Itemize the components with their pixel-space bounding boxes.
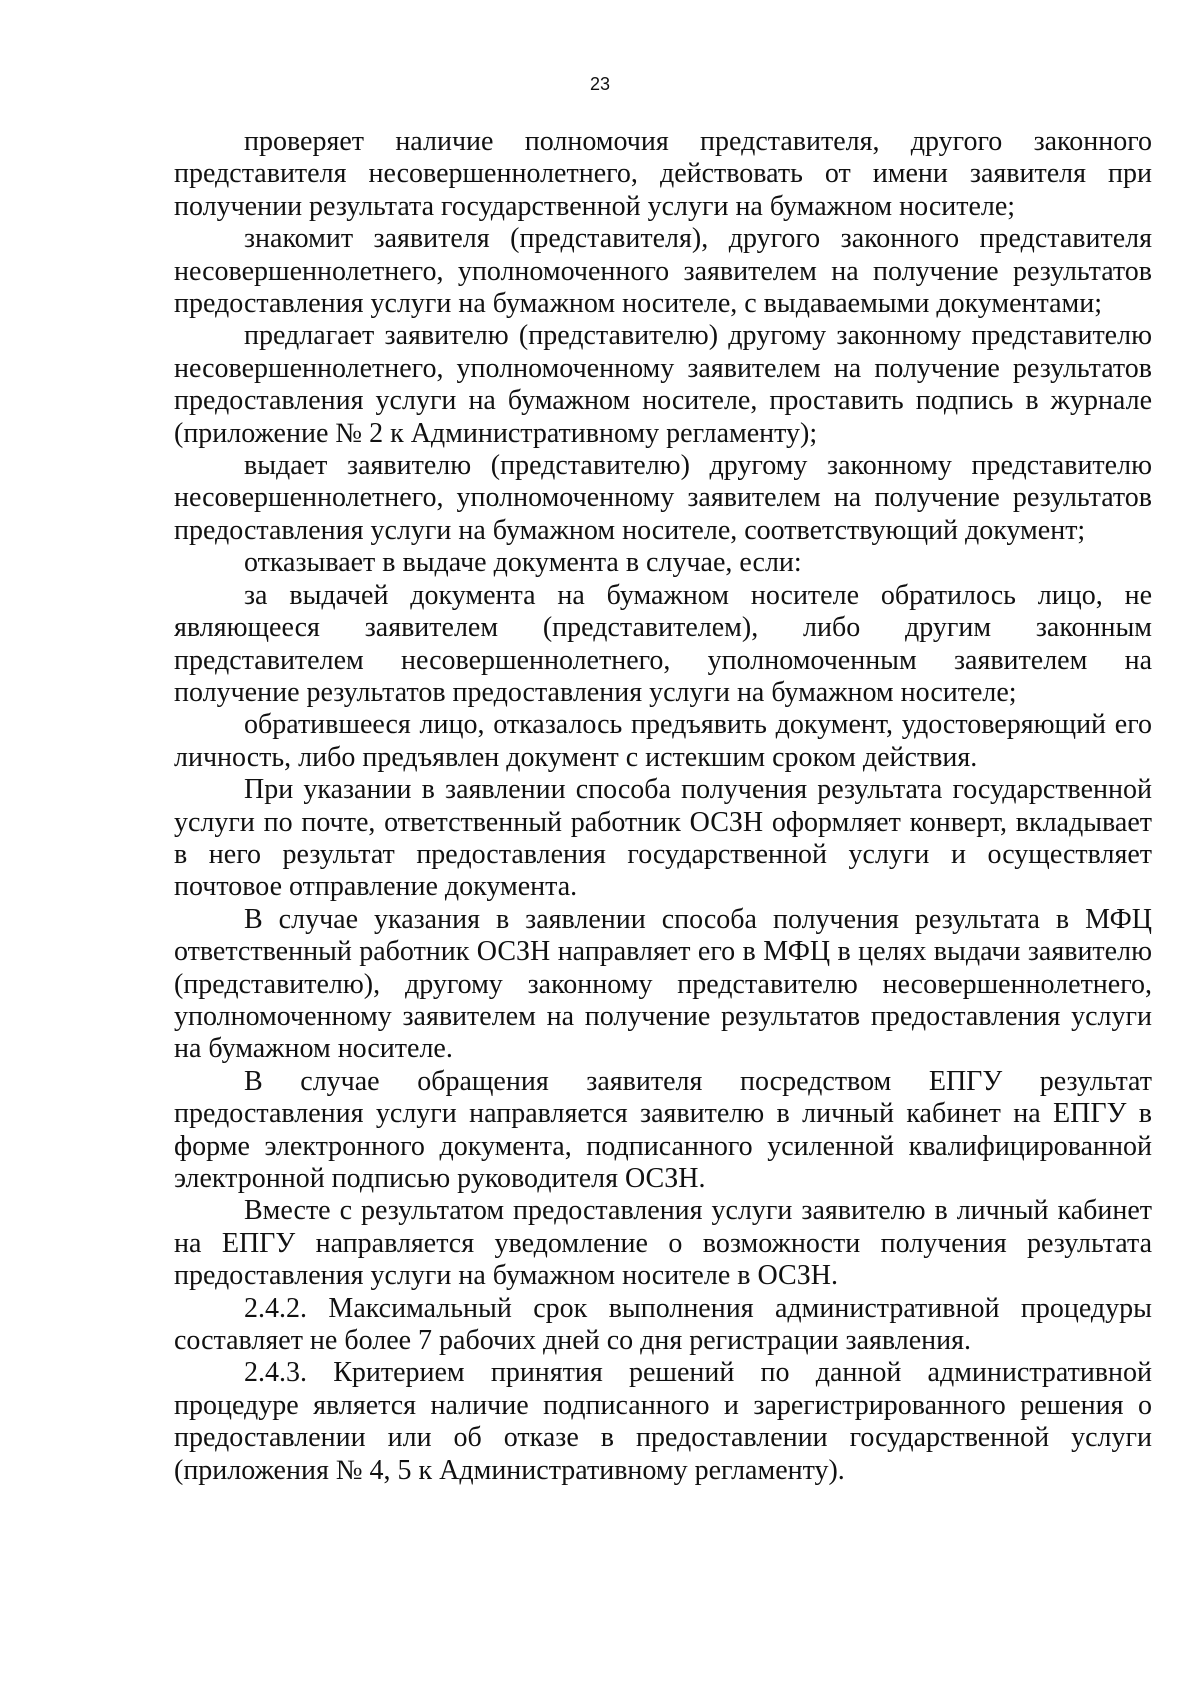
paragraph: выдает заявителю (представителю) другому законному представителю несовершеннолетнего, уполномоченному заявителем на получение результатов предоставления услуги на бумажном носителе, соответствующий документ; (174, 450, 1152, 546)
paragraph: 2.4.2. Максимальный срок выполнения административной процедуры составляет не более 7 рабочих дней со дня регистрации заявления. (174, 1292, 1152, 1357)
document-body (174, 126, 1152, 1487)
paragraph: предлагает заявителю (представителю) другому законному представителю несовершеннолетнего, уполномоченному заявителем на получение результатов предоставления услуги на бумажном носителе, проставить подпись в журнале (приложение № 2 к Административному регламенту); (174, 320, 1152, 449)
page-number: 23 (589, 74, 611, 94)
paragraph: за выдачей документа на бумажном носителе обратилось лицо, не являющееся заявителем (представителем), либо другим законным представителем несовершеннолетнего, уполномоченным заявителем на получение результатов предоставления услуги на бумажном носителе; (174, 579, 1152, 708)
paragraph: обратившееся лицо, отказалось предъявить документ, удостоверяющий его личность, либо предъявлен документ с истекшим сроком действия. (174, 709, 1152, 773)
paragraph: знакомит заявителя (представителя), другого законного представителя несовершеннолетнего, уполномоченного заявителем на получение результатов предоставления услуги на бумажном носителе, с выдаваемыми документами; (174, 223, 1152, 320)
paragraph: При указании в заявлении способа получения результата государственной услуги по почте, ответственный работник ОСЗН оформляет конверт, вкладывает в него результат предоставления государственной услуги и осуществляет почтовое отправление документа. (174, 774, 1152, 903)
paragraph: отказывает в выдаче документа в случае, если: (244, 547, 802, 579)
paragraph: проверяет наличие полномочия представителя, другого законного представителя несовершеннолетнего, действовать от имени заявителя при получении результата государственной услуги на бумажном носителе; (174, 126, 1152, 222)
paragraph: Вместе с результатом предоставления услуги заявителю в личный кабинет на ЕПГУ направляется уведомление о возможности получения результата предоставления услуги на бумажном носителе в ОСЗН. (174, 1195, 1152, 1292)
paragraph: В случае указания в заявлении способа получения результата в МФЦ ответственный работник ОСЗН направляет его в МФЦ в целях выдачи заявителю (представителю), другому законному представителю несовершеннолетнего, уполномоченному заявителем на получение результатов предоставления услуги на бумажном носителе. (174, 903, 1152, 1065)
paragraph: 2.4.3. Критерием принятия решений по данной административной процедуре является наличие подписанного и зарегистрированного решения о предоставлении или об отказе в предоставлении государственной услуги (приложения № 4, 5 к Административному регламенту). (174, 1357, 1152, 1486)
paragraph: В случае обращения заявителя посредством ЕПГУ результат предоставления услуги направляется заявителю в личный кабинет на ЕПГУ в форме электронного документа, подписанного усиленной квалифицированной электронной подписью руководителя ОСЗН. (174, 1065, 1152, 1194)
